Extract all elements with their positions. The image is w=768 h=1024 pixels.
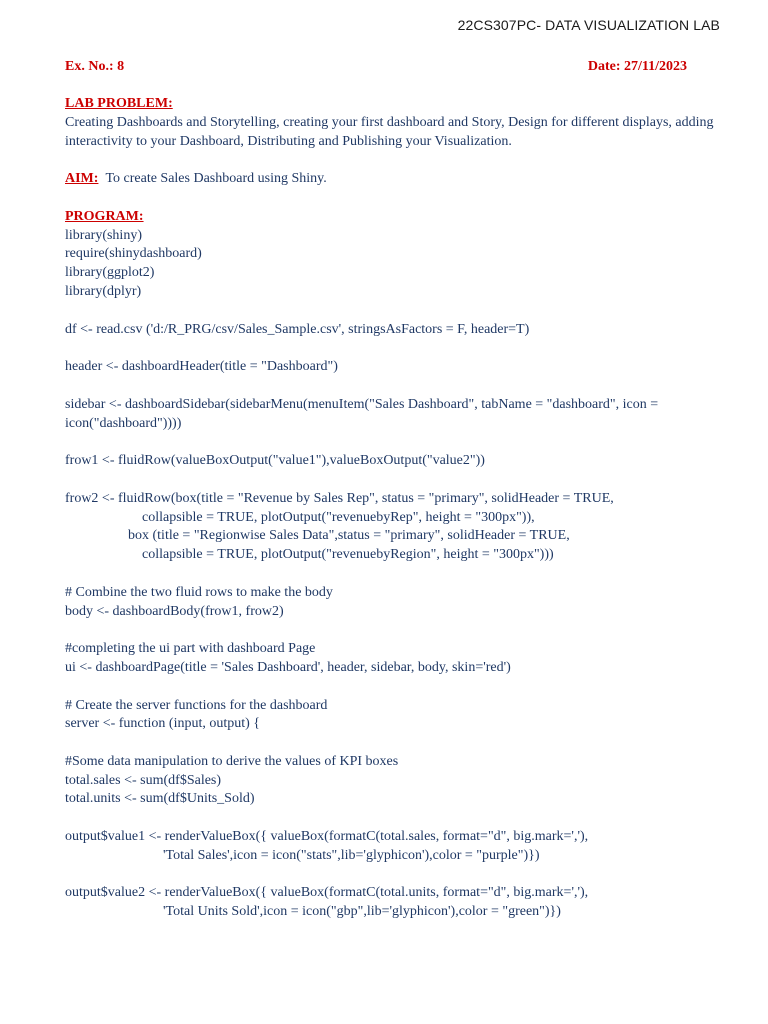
code-line: total.units <- sum(df$Units_Sold) (65, 791, 255, 807)
code-line (65, 302, 745, 321)
document-body (65, 95, 745, 922)
code-line: # Create the server functions for the dashboard (65, 697, 328, 713)
code-line (65, 734, 745, 753)
aim-row (65, 170, 745, 189)
code-line: #Some data manipulation to derive the values of KPI boxes (65, 753, 399, 769)
code-line (65, 809, 745, 828)
program-heading: PROGRAM: (65, 208, 144, 224)
code-line: frow1 <- fluidRow(valueBoxOutput("value1"),valueBoxOutput("value2")) (65, 453, 485, 469)
exercise-date: Date: 27/11/2023 (587, 59, 687, 74)
lab-problem-heading: LAB PROBLEM: (65, 96, 173, 111)
code-line: box (title = "Regionwise Sales Data",status = "primary", solidHeader = TRUE, (65, 528, 570, 544)
code-line: server <- function (input, output) { (65, 716, 261, 732)
code-line: total.sales <- sum(df$Sales) (65, 772, 222, 788)
code-line (65, 339, 745, 358)
code-line (65, 565, 745, 584)
code-line (65, 377, 745, 396)
code-line: 'Total Sales',icon = icon("stats",lib='glyphicon'),color = "purple")}) (65, 847, 540, 863)
code-line: #completing the ui part with dashboard Page (65, 641, 316, 657)
code-line: df <- read.csv ('d:/R_PRG/csv/Sales_Sample.csv', stringsAsFactors = F, header=T) (65, 321, 530, 337)
code-line (65, 678, 745, 697)
code-line: body <- dashboardBody(frow1, frow2) (65, 603, 284, 619)
code-line: sidebar <- dashboardSidebar(sidebarMenu(menuItem("Sales Dashboard", tabName = "dashboard", icon = (65, 396, 659, 412)
code-line: collapsible = TRUE, plotOutput("revenuebyRegion", height = "300px"))) (65, 547, 554, 563)
aim-text: To create Sales Dashboard using Shiny. (105, 171, 327, 187)
code-line (65, 866, 745, 885)
code-line: ui <- dashboardPage(title = 'Sales Dashboard', header, sidebar, body, skin='red') (65, 659, 511, 675)
code-line: 'Total Units Sold',icon = icon("gbp",lib='glyphicon'),color = "green")}) (65, 904, 561, 920)
exercise-number: Ex. No.: 8 (65, 59, 125, 74)
aim-heading: AIM: (65, 171, 99, 187)
lab-problem-text: Creating Dashboards and Storytelling, creating your first dashboard and Story, Design for different displays, adding interactivity to your Dashboard, Distributing and Publishing your Visualization. (65, 114, 714, 149)
code-line: icon("dashboard")))) (65, 415, 182, 431)
code-line: library(ggplot2) (65, 265, 155, 281)
code-line (65, 621, 745, 640)
code-line (65, 471, 745, 490)
code-line: frow2 <- fluidRow(box(title = "Revenue by Sales Rep", status = "primary", solidHeader = TRUE, (65, 490, 614, 506)
exercise-row (65, 59, 687, 75)
code-line: require(shinydashboard) (65, 246, 202, 262)
code-line: # Combine the two fluid rows to make the body (65, 584, 333, 600)
code-line: output$value2 <- renderValueBox({ valueBox(formatC(total.units, format="d", big.mark=','), (65, 885, 589, 901)
code-line: output$value1 <- renderValueBox({ valueBox(formatC(total.sales, format="d", big.mark=','), (65, 829, 589, 845)
program-code (65, 227, 745, 922)
code-line: library(dplyr) (65, 283, 142, 299)
code-line: collapsible = TRUE, plotOutput("revenuebyRep", height = "300px")), (65, 509, 535, 525)
code-line (65, 433, 745, 452)
code-line: header <- dashboardHeader(title = "Dashboard") (65, 359, 338, 375)
code-line: library(shiny) (65, 227, 142, 243)
course-header: 22CS307PC- DATA VISUALIZATION LAB (457, 17, 720, 33)
